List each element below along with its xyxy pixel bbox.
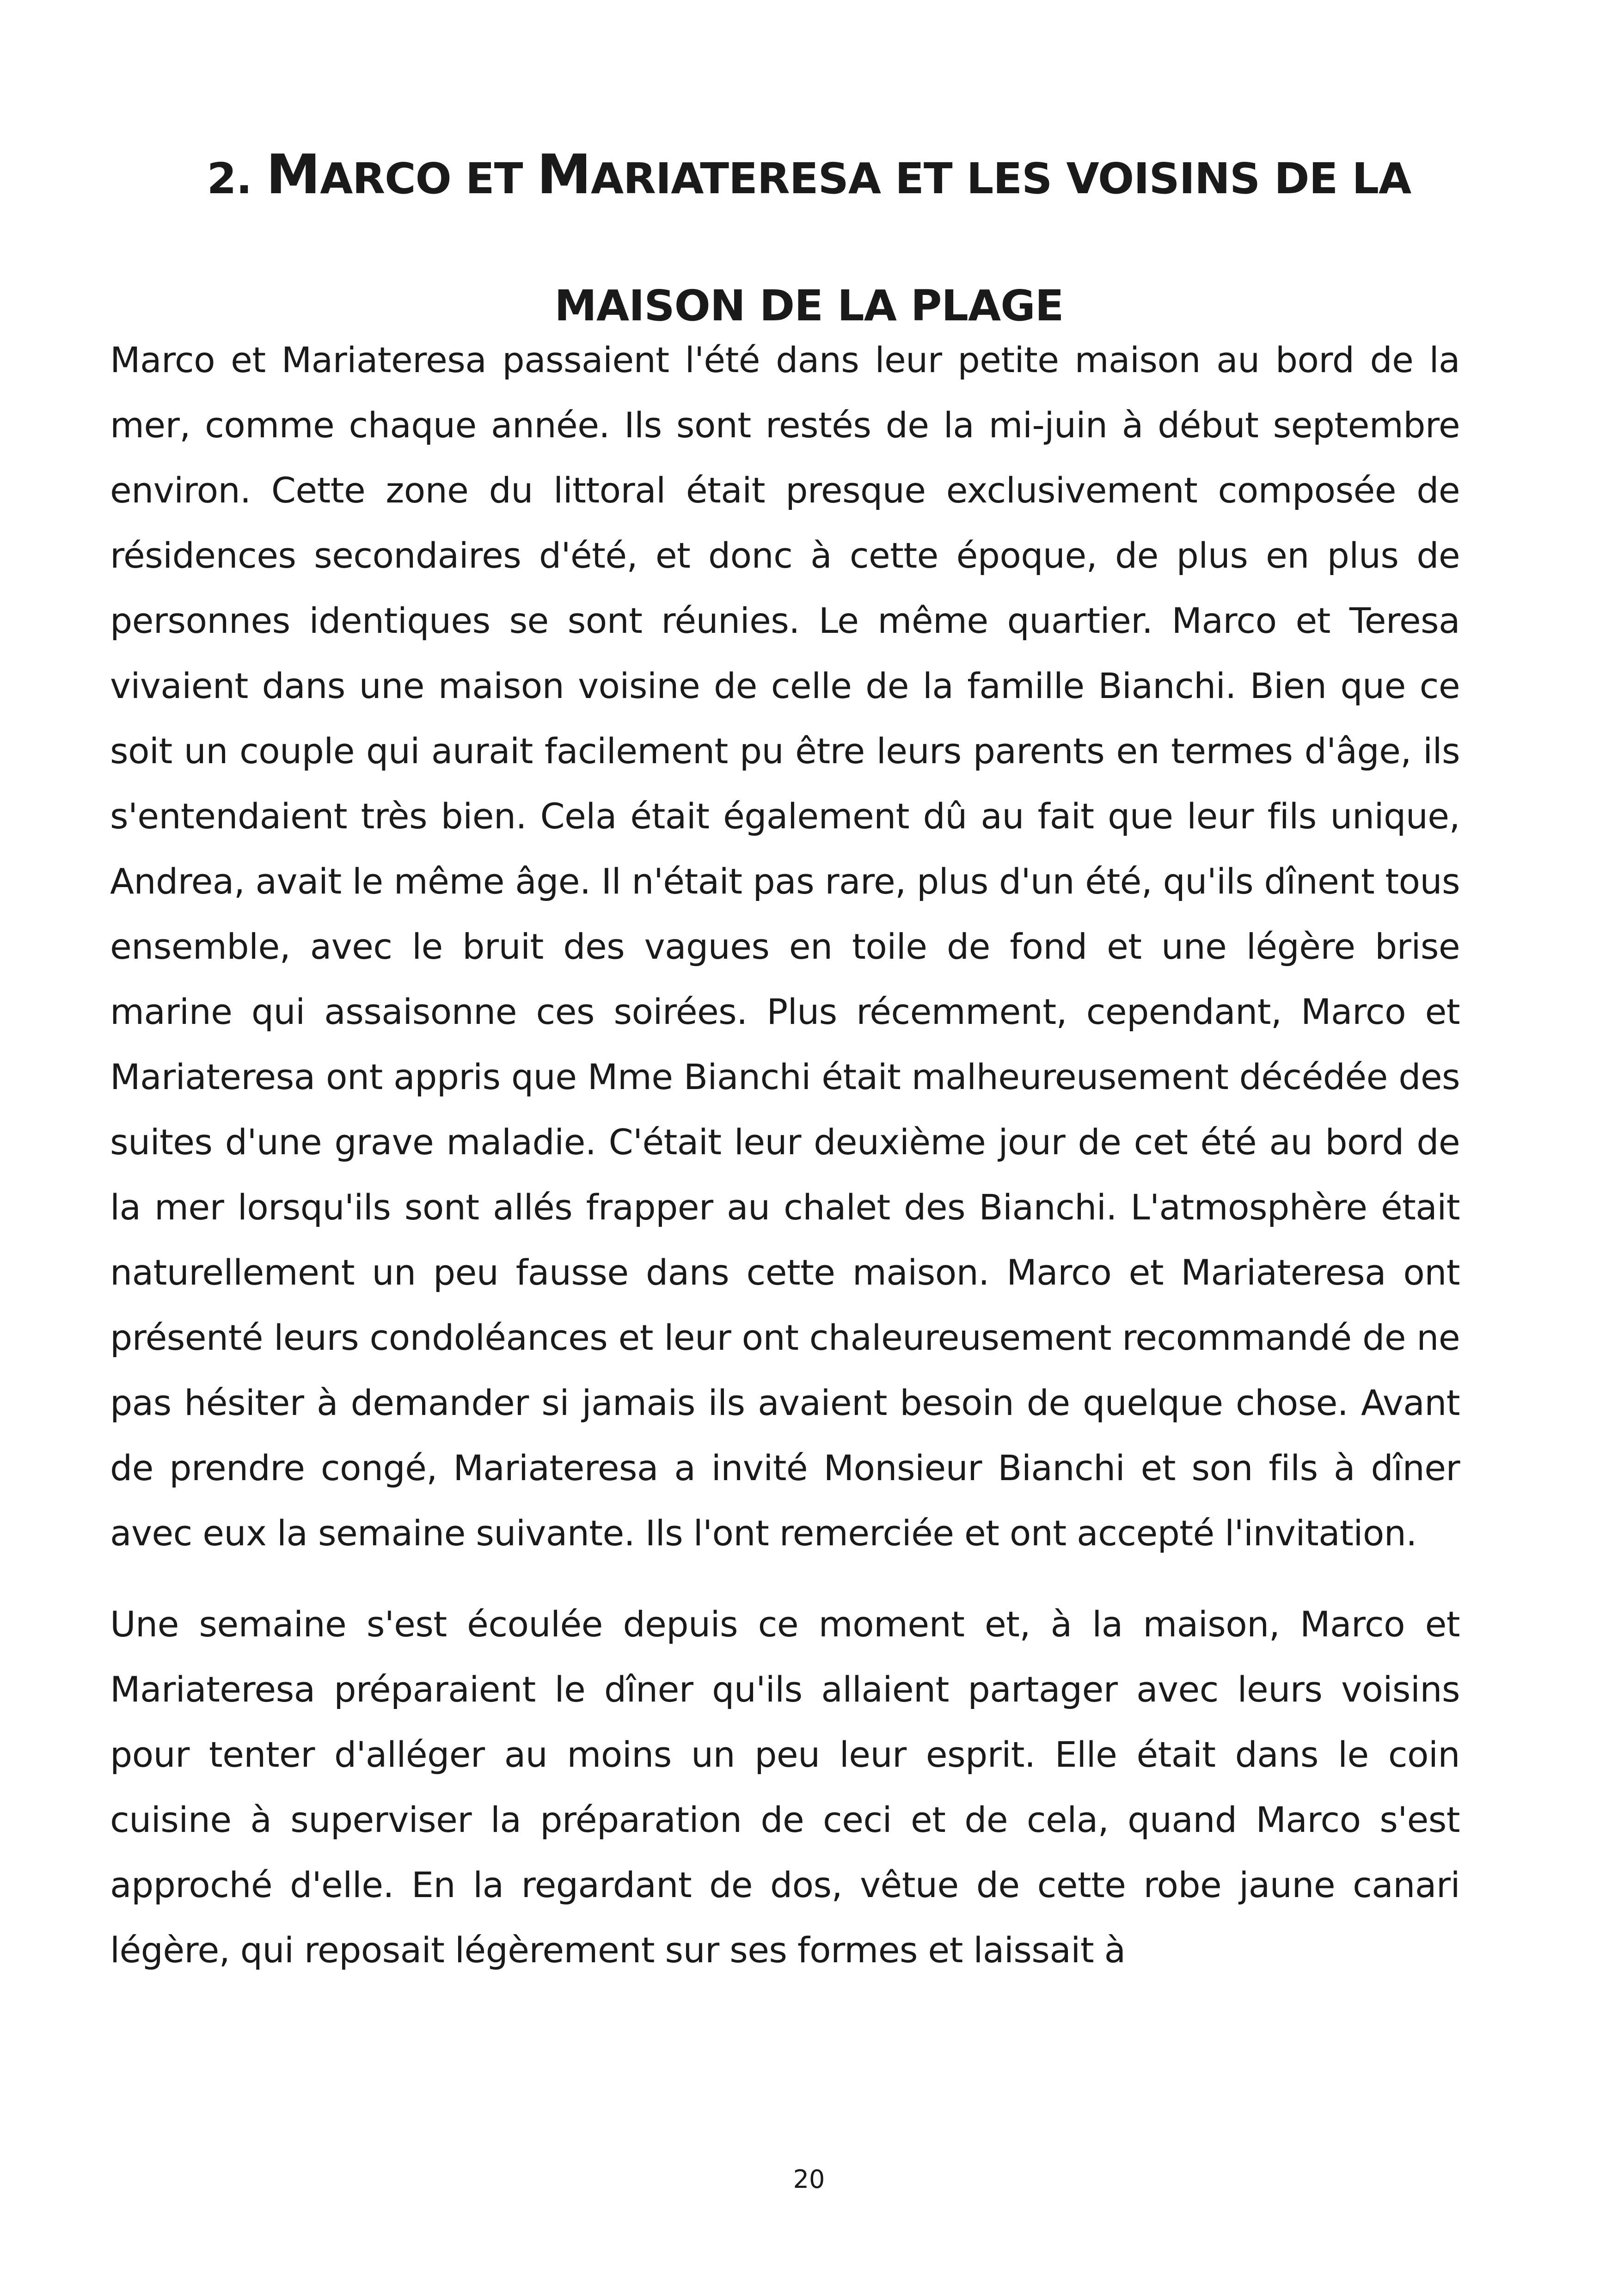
paragraph-2: Une semaine s'est écoulée depuis ce moment et, à la maison, Marco et Mariateresa préparaient le dîner qu'ils allaient partager avec leurs voisins pour tenter d'alléger au moins un peu leur esprit. Elle était dans le coin cuisine à superviser la préparation de ceci et de cela, quand Marco s'est approché d'elle. En la regardant de dos, vêtue de cette robe jaune canari légère, qui reposait légèrement sur ses formes et laissait à [110, 1604, 1460, 1971]
title-marco-rest: ARCO ET [320, 154, 537, 203]
title-initial-mariateresa: M [537, 142, 591, 206]
page-number: 20 [793, 2165, 825, 2194]
chapter-number: 2. [207, 154, 266, 203]
paragraph-1: Marco et Mariateresa passaient l'été dans leur petite maison au bord de la mer, comme chaque année. Ils sont restés de la mi-juin à début septembre environ. Cette zone du littoral était presque exclusivement composée de résidences secondaires d'été, et donc à cette époque, de plus en plus de personnes identiques se sont réunies. Le même quartier. Marco et Teresa vivaient dans une maison voisine de celle de la famille Bianchi. Bien que ce soit un couple qui aurait facilement pu être leurs parents en termes d'âge, ils s'entendaient très bien. Cela était également dû au fait que leur fils unique, Andrea, avait le même âge. Il n'était pas rare, plus d'un été, qu'ils dînent tous ensemble, avec le bruit des vagues en toile de fond et une légère brise marine qui assaisonne ces soirées. Plus récemment, cependant, Marco et Mariateresa ont appris que Mme Bianchi était malheureusement décédée des suites d'une grave maladie. C'était leur deuxième jour de cet été au bord de la mer lorsqu'ils sont allés frapper au chalet des Bianchi. L'atmosphère était naturellement un peu fausse dans cette maison. Marco et Mariateresa ont présenté leurs condoléances et leur ont chaleureusement recommandé de ne pas hésiter à demander si jamais ils avaient besoin de quelque chose. Avant de prendre congé, Mariateresa a invité Monsieur Bianchi et son fils à dîner avec eux la semaine suivante. Ils l'ont remerciée et ont accepté l'invitation. [110, 339, 1460, 1554]
title-mariateresa-rest: ARIATERESA ET LES VOISINS DE LA [590, 154, 1411, 203]
title-initial-marco: M [266, 142, 320, 206]
chapter-title-line-2: MAISON DE LA PLAGE [554, 281, 1064, 331]
body-text [110, 327, 1460, 1983]
chapter-title-line-1 [111, 111, 1507, 242]
